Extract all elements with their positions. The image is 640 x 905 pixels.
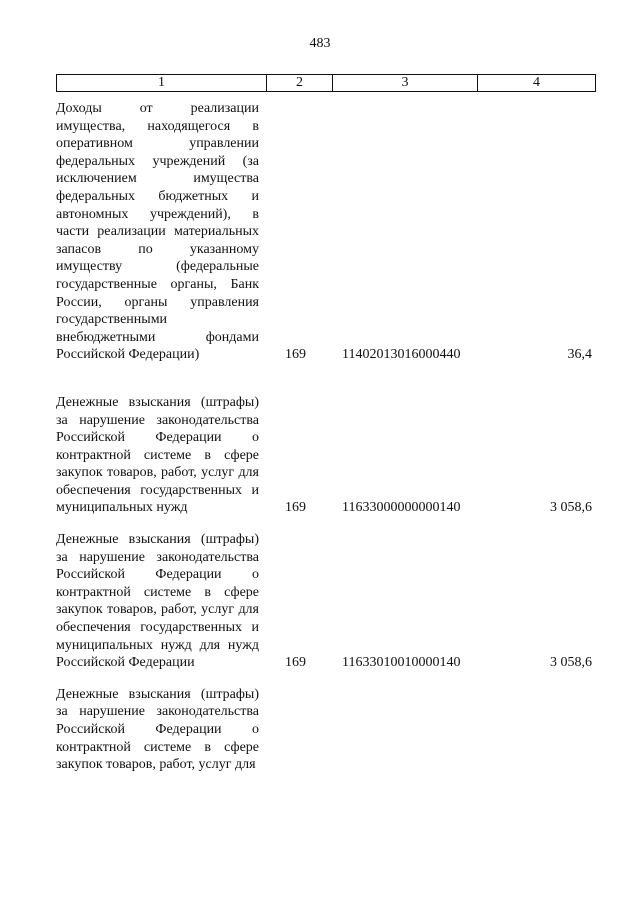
row-admin-code: 169: [285, 347, 306, 363]
row-budget-code: 11633000000000140: [342, 500, 461, 516]
column-header-3: 3: [333, 75, 478, 91]
row-amount: 3 058,6: [550, 655, 592, 671]
column-header-1: 1: [57, 75, 267, 91]
row-admin-code: 169: [285, 655, 306, 671]
table-row: [56, 100, 596, 364]
row-description: Денежные взыскания (штрафы) за нарушение законодательства Российской Федерации о контрактной системе в сфере закупок товаров, работ, услуг для: [56, 686, 259, 773]
row-description: Денежные взыскания (штрафы) за нарушение законодательства Российской Федерации о контрактной системе в сфере закупок товаров, работ, услуг для обеспечения государственных и муниципальных нужд: [56, 394, 259, 516]
table-body: [56, 100, 596, 774]
row-budget-code: 11633010010000140: [342, 655, 461, 671]
row-admin-code: 169: [285, 500, 306, 516]
row-description: Доходы от реализации имущества, находящегося в оперативном управлении федеральных учреждений (за исключением имущества федеральных бюджетных и автономных учреждений), в части реализации материальных запасов по указанному имуществу (федеральные государственные органы, Банк России, органы управления государственными внебюджетными фондами Российской Федерации): [56, 101, 259, 363]
row-description: Денежные взыскания (штрафы) за нарушение законодательства Российской Федерации о контрактной системе в сфере закупок товаров, работ, услуг для обеспечения государственных и муниципальных нужд для нужд Российской Федерации: [56, 532, 259, 671]
table-row: [56, 686, 596, 774]
row-amount: 3 058,6: [550, 500, 592, 516]
column-header-4: 4: [533, 75, 540, 90]
row-budget-code: 11402013016000440: [342, 347, 461, 363]
page-number: 483: [309, 36, 331, 51]
table-header: [56, 74, 596, 92]
row-amount: 36,4: [567, 347, 592, 363]
column-header-2: 2: [267, 75, 333, 91]
table-row: [56, 394, 596, 517]
table-row: [56, 531, 596, 672]
